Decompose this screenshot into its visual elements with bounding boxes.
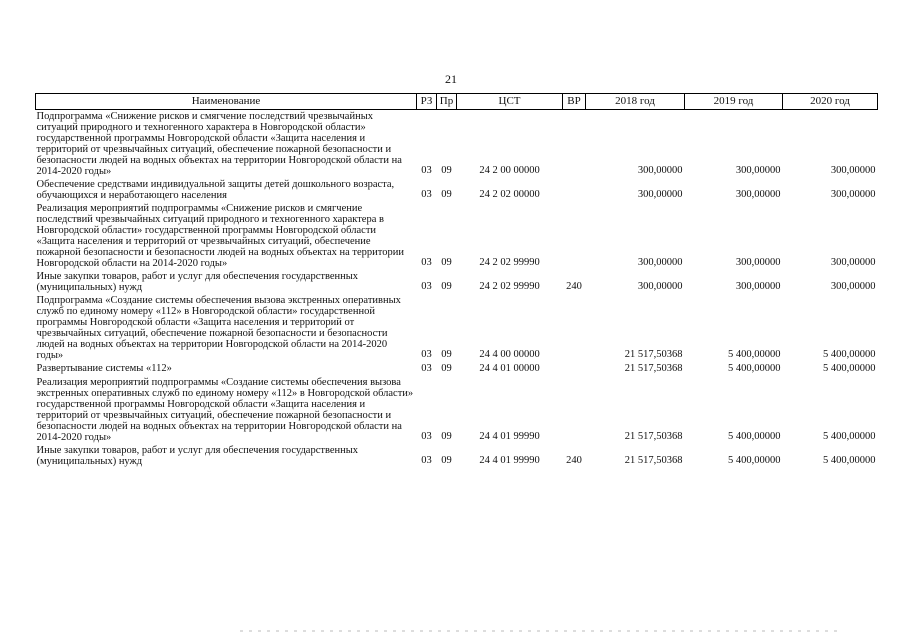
table-row — [36, 110, 878, 179]
header-name: Наименование — [36, 94, 417, 110]
budget-table — [35, 93, 878, 468]
cell-pr: 09 — [441, 363, 452, 374]
cell-y2018: 300,00000 — [637, 189, 683, 200]
cell-y2018: 21 517,50368 — [624, 431, 683, 442]
cell-y2019: 300,00000 — [735, 257, 781, 268]
cell-name: Иные закупки товаров, работ и услуг для обеспечения государственных (муниципальных) нужд — [36, 271, 359, 293]
cell-y2019: 300,00000 — [735, 165, 781, 176]
cell-y2019: 5 400,00000 — [728, 349, 781, 360]
header-vr: ВР — [563, 94, 586, 110]
cell-rz: 03 — [421, 349, 432, 360]
cell-y2020: 300,00000 — [830, 165, 876, 176]
cell-y2020: 5 400,00000 — [823, 363, 876, 374]
cell-vr: 240 — [566, 455, 582, 466]
cell-vr — [563, 376, 586, 444]
cell-pr: 09 — [441, 165, 452, 176]
cell-pr: 09 — [441, 431, 452, 442]
cell-rz: 03 — [421, 189, 432, 200]
cell-pr: 09 — [441, 189, 452, 200]
cell-name: Реализация мероприятий подпрограммы «Создание системы обеспечения вызова экстренных оперативных служб по единому номеру «112» в Новгородской области» государственной программы Новгородской области «Защита населения и территорий от чрезвычайных ситуаций, обеспечение пожарной безопасности и безопасности людей на водных объектах на территории Новгородской области на 2014-2020 годы» — [36, 377, 414, 443]
cell-y2020: 300,00000 — [830, 281, 876, 292]
cell-vr — [563, 110, 586, 179]
table-row — [36, 444, 878, 468]
cell-name: Иные закупки товаров, работ и услуг для обеспечения государственных (муниципальных) нужд — [36, 445, 359, 467]
header-pr: Пр — [437, 94, 457, 110]
cell-y2018: 300,00000 — [637, 165, 683, 176]
table-row — [36, 178, 878, 202]
table-row — [36, 202, 878, 270]
table-row — [36, 376, 878, 444]
cell-vr — [563, 294, 586, 362]
cell-cst: 24 4 01 00000 — [479, 363, 540, 374]
cell-cst: 24 4 00 00000 — [479, 349, 540, 360]
cell-rz: 03 — [421, 257, 432, 268]
header-2018: 2018 год — [586, 94, 685, 110]
cell-y2018: 21 517,50368 — [624, 455, 683, 466]
cell-name: Обеспечение средствами индивидуальной защиты детей дошкольного возраста, обучающихся и неработающего населения — [36, 179, 395, 201]
cell-vr — [563, 202, 586, 270]
cell-y2020: 300,00000 — [830, 189, 876, 200]
cell-rz: 03 — [421, 281, 432, 292]
scan-artifact-line — [240, 630, 840, 632]
cell-name: Подпрограмма «Снижение рисков и смягчение последствий чрезвычайных ситуаций природного и техногенного характера в Новгородской области» государственной программы Новгородской области «Защита населения и территорий от чрезвычайных ситуаций, обеспечение пожарной безопасности и безопасности людей на водных объектах на территории Новгородской области на 2014-2020 годы» — [36, 111, 402, 177]
header-2019: 2019 год — [685, 94, 783, 110]
cell-y2019: 300,00000 — [735, 281, 781, 292]
cell-pr: 09 — [441, 281, 452, 292]
cell-cst: 24 2 02 99990 — [479, 257, 540, 268]
cell-vr — [563, 362, 586, 376]
cell-rz: 03 — [421, 363, 432, 374]
cell-pr: 09 — [441, 257, 452, 268]
page-number: 21 — [445, 72, 457, 86]
cell-y2019: 5 400,00000 — [728, 455, 781, 466]
cell-y2018: 21 517,50368 — [624, 363, 683, 374]
cell-y2019: 5 400,00000 — [728, 363, 781, 374]
cell-cst: 24 2 02 00000 — [479, 189, 540, 200]
header-cst: ЦСТ — [457, 94, 563, 110]
cell-cst: 24 2 00 00000 — [479, 165, 540, 176]
cell-pr: 09 — [441, 455, 452, 466]
cell-cst: 24 4 01 99990 — [479, 431, 540, 442]
table-row — [36, 362, 878, 376]
cell-y2018: 300,00000 — [637, 257, 683, 268]
cell-y2020: 5 400,00000 — [823, 455, 876, 466]
cell-y2019: 5 400,00000 — [728, 431, 781, 442]
cell-y2018: 300,00000 — [637, 281, 683, 292]
cell-pr: 09 — [441, 349, 452, 360]
cell-y2018: 21 517,50368 — [624, 349, 683, 360]
cell-vr — [563, 178, 586, 202]
table-header-row — [36, 94, 878, 110]
cell-rz: 03 — [421, 165, 432, 176]
cell-cst: 24 2 02 99990 — [479, 281, 540, 292]
cell-rz: 03 — [421, 455, 432, 466]
cell-name: Реализация мероприятий подпрограммы «Снижение рисков и смягчение последствий чрезвычайных ситуаций природного и техногенного характера в Новгородской области» государственной программы Новгородской области «Защита населения и территорий от чрезвычайных ситуаций, обеспечение пожарной безопасности и безопасности людей на водных объектах на территории Новгородской области на 2014-2020 годы» — [36, 203, 404, 269]
header-rz: РЗ — [417, 94, 437, 110]
cell-y2019: 300,00000 — [735, 189, 781, 200]
table-row — [36, 270, 878, 294]
table-row — [36, 294, 878, 362]
cell-name: Подпрограмма «Создание системы обеспечения вызова экстренных оперативных служб по единому номеру «112» в Новгородской области» государственной программы Новгородской области «Защита населения и территорий от чрезвычайных ситуаций, обеспечение пожарной безопасности и безопасности людей на водных объектах на территории Новгородской области на 2014-2020 годы» — [36, 295, 401, 361]
cell-name: Развертывание системы «112» — [36, 363, 172, 374]
cell-y2020: 5 400,00000 — [823, 349, 876, 360]
cell-y2020: 300,00000 — [830, 257, 876, 268]
cell-y2020: 5 400,00000 — [823, 431, 876, 442]
header-2020: 2020 год — [783, 94, 878, 110]
cell-cst: 24 4 01 99990 — [479, 455, 540, 466]
cell-vr: 240 — [566, 281, 582, 292]
cell-rz: 03 — [421, 431, 432, 442]
